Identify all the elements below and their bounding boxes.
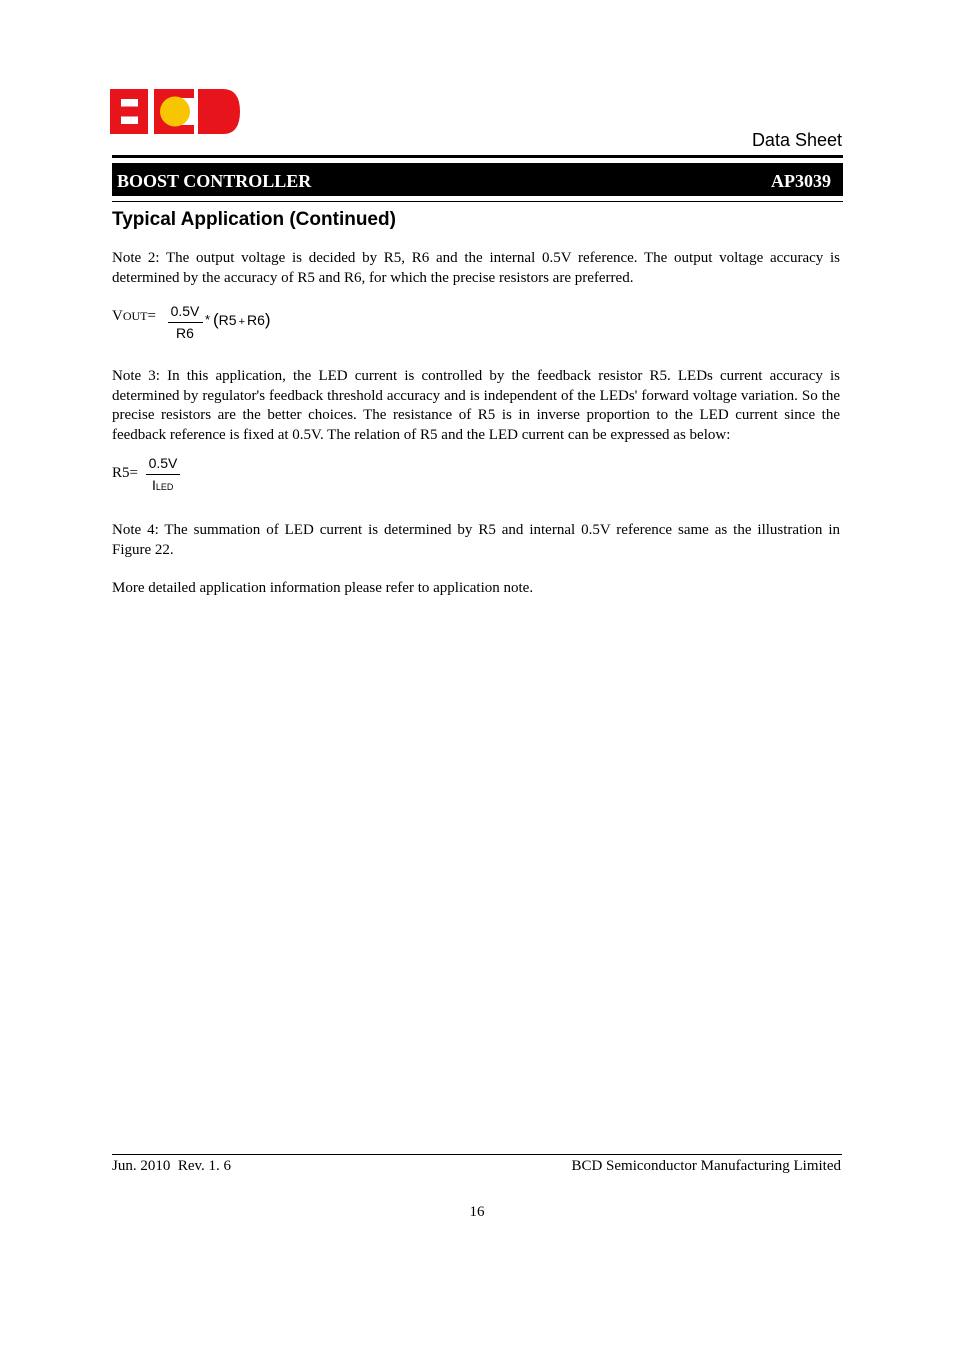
section-heading: Typical Application (Continued) [112,209,396,230]
more-info: More detailed application information please refer to application note. [112,580,534,596]
vout-equals: = [147,308,156,324]
footer-company: BCD Semiconductor Manufacturing Limited [571,1158,841,1174]
vout-denominator: R6 [176,325,194,341]
vout-r6: R6 [247,312,265,328]
page-number: 16 [469,1204,485,1220]
vout-close-paren: ) [264,310,271,329]
title-bar [112,163,843,196]
header-rule [112,155,843,158]
vout-numerator: 0.5V [170,303,200,319]
doc-type-label: Data Sheet [751,130,842,150]
part-number: AP3039 [771,171,831,191]
r5-equation [112,456,232,498]
r5-denom-subscript: LED [155,482,174,492]
vout-times: * [205,312,211,327]
note-2: Note 2: The output voltage is decided by R5, R6 and the internal 0.5V reference. The output voltage accuracy is determined by the accuracy of R5 and R6, for which the precise resistors are preferred. [112,250,840,286]
r5-fraction-bar [146,474,180,475]
bcd-logo [110,88,240,135]
vout-open-paren: ( [213,310,219,329]
r5-lhs: R5= [112,465,138,481]
title-rule [112,201,843,202]
vout-r5: R5 [218,312,237,328]
vout-subscript: OUT [122,309,148,323]
note-4: Note 4: The summation of LED current is determined by R5 and internal 0.5V reference same as the illustration in Figure 22. [112,522,840,558]
footer-date-revision: Jun. 2010 Rev. 1. 6 [112,1158,232,1174]
r5-denom-i: I [152,477,156,493]
note-3: Note 3: In this application, the LED current is controlled by the feedback resistor R5. LEDs current accuracy is determined by regulator's feedback threshold accuracy and is independent of the LEDs' forward voltage variation. So the precise resistors are the better choices. The resistance of R5 is in inverse proportion to the LED current since the feedback reference is fixed at 0.5V. The relation of R5 and the LED current can be expressed as below: [112,368,840,443]
footer-rule [112,1154,842,1155]
vout-symbol: V [112,308,123,324]
r5-numerator: 0.5V [148,455,178,471]
product-category: BOOST CONTROLLER [117,171,312,191]
vout-equation [112,305,312,345]
vout-plus: + [238,316,246,328]
vout-fraction-bar [168,322,203,323]
